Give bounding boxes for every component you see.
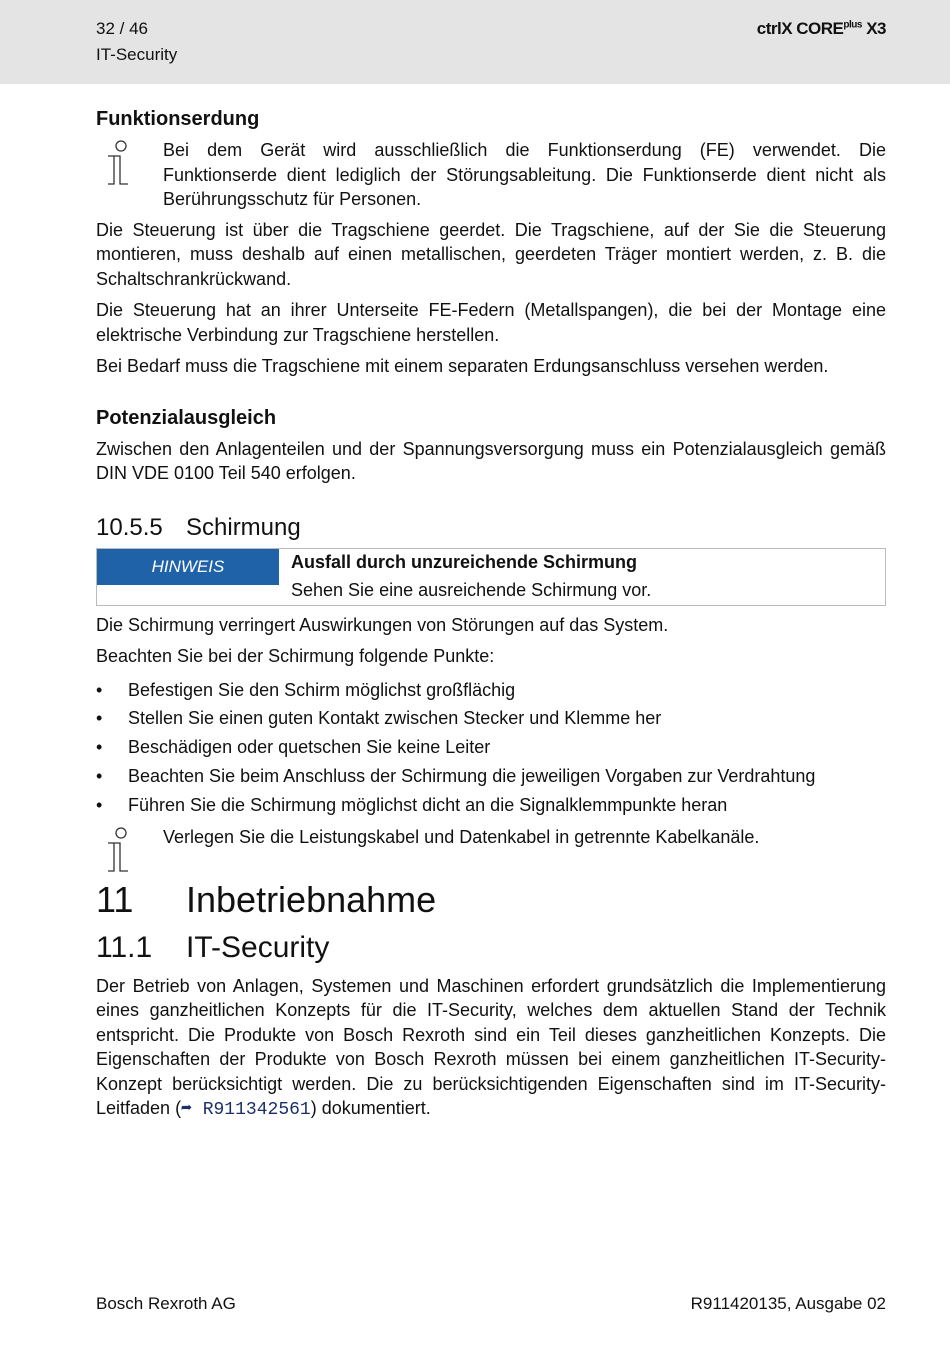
potenzial-heading: Potenzialausgleich	[96, 406, 277, 429]
reference-link[interactable]: ➦ R911342561	[181, 1100, 311, 1121]
list-item: • Beschädigen oder quetschen Sie keine Leiter	[96, 733, 886, 762]
info-icon	[104, 827, 134, 875]
funktionserdung-heading: Funktionserdung	[96, 108, 260, 130]
list-item: • Befestigen Sie den Schirm möglichst großflächig	[96, 676, 886, 705]
paragraph: Bei Bedarf muss die Tragschiene mit einem separaten Erdungsanschluss versehen werden.	[96, 356, 829, 376]
paragraph: Die Steuerung hat an ihrer Unterseite FE-Federn (Metallspangen), die bei der Montage eine elektrische Verbindung zur Tragschiene herstellen.	[96, 300, 886, 345]
paragraph: Die Schirmung verringert Auswirkungen von Störungen auf das System.	[96, 614, 669, 635]
paragraph: Zwischen den Anlagenteilen und der Spannungsversorgung muss ein Potenzialausgleich gemäß DIN VDE 0100 Teil 540 erfolgen.	[96, 438, 886, 483]
section-number: 11.1	[96, 930, 153, 964]
info-block	[96, 825, 886, 850]
header-section: IT-Security	[96, 45, 178, 64]
chapter-number: 11	[96, 878, 134, 920]
info-text: Verlegen Sie die Leistungskabel und Datenkabel in getrennte Kabelkanäle.	[163, 827, 760, 848]
notice-box	[96, 548, 886, 606]
info-text: Bei dem Gerät wird ausschließlich die Funktionserdung (FE) verwendet. Die Funktionserde dient lediglich der Störungsableitung. Die Funktionserde dient nicht als Berührungsschutz für Personen.	[163, 140, 886, 209]
info-icon	[104, 140, 134, 188]
notice-body: Sehen Sie eine ausreichende Schirmung vor.	[291, 579, 652, 600]
chapter-title: Inbetriebnahme	[186, 878, 437, 920]
product-name	[757, 19, 886, 39]
bullet-list	[96, 676, 886, 820]
section-title: Schirmung	[186, 513, 301, 541]
product-suffix: X3	[861, 19, 886, 38]
text: Der Betrieb von Anlagen, Systemen und Maschinen erfordert grundsätzlich die Implementierung eines ganzheitlichen Konzepts für die IT-Security, welches dem aktuellen Stand der Technik entspricht. Die Produkte von Bosch Rexroth sind ein Teil dieses ganzheitlichen Konzepts. Die Eigenschaften der Produkte von Bosch Rexroth müssen bei einem ganzheitlichen IT-Security-Konzept berücksichtigt werden. Die zu berücksichtigenden Eigenschaften sind im IT-Security-Leitfaden (	[96, 975, 886, 1119]
page-content	[96, 106, 886, 1130]
product-sup: plus	[843, 19, 862, 31]
list-item: • Stellen Sie einen guten Kontakt zwischen Stecker und Klemme her	[96, 704, 886, 733]
page-number: 32 / 46	[96, 19, 148, 38]
text: ) dokumentiert.	[310, 1098, 431, 1119]
notice-content	[279, 549, 651, 605]
chapter-heading	[96, 876, 886, 924]
section-title: IT-Security	[186, 930, 330, 964]
footer-company: Bosch Rexroth AG	[96, 1294, 236, 1313]
paragraph	[96, 974, 886, 1123]
info-block	[96, 138, 886, 212]
section-heading-schirmung	[96, 512, 886, 544]
section-heading-itsecurity	[96, 928, 886, 968]
footer-doc-number: R911420135, Ausgabe 02	[690, 1294, 886, 1313]
list-item: • Beachten Sie beim Anschluss der Schirmung die jeweiligen Vorgaben zur Verdrahtung	[96, 762, 886, 791]
page-header	[0, 0, 950, 84]
list-item: • Führen Sie die Schirmung möglichst dicht an die Signalklemmpunkte heran	[96, 791, 886, 820]
notice-title: Ausfall durch unzureichende Schirmung	[291, 551, 638, 572]
section-number: 10.5.5	[96, 513, 163, 541]
paragraph: Beachten Sie bei der Schirmung folgende Punkte:	[96, 646, 495, 666]
paragraph: Die Steuerung ist über die Tragschiene geerdet. Die Tragschiene, auf der Sie die Steuerung montieren, muss deshalb auf einen metallischen, geerdeten Träger montiert werden, z. B. die Schaltschrankrückwand.	[96, 219, 886, 289]
notice-badge: HINWEIS	[97, 549, 279, 585]
product-prefix: ctrlX CORE	[756, 19, 844, 38]
